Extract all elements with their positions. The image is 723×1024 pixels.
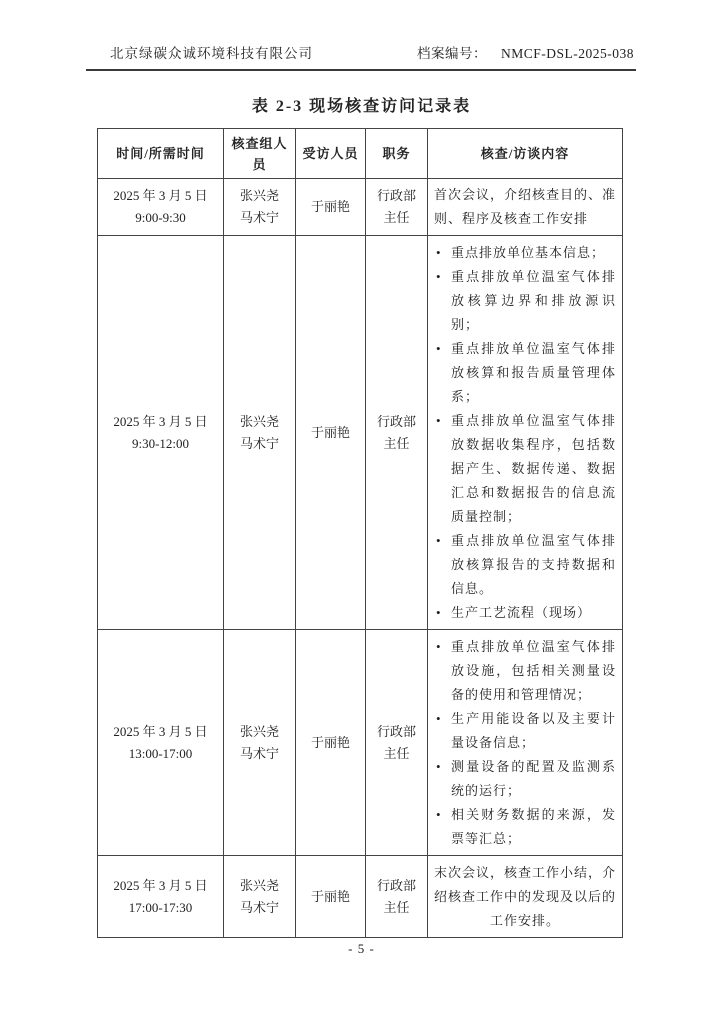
interviewee-cell: 于丽艳 (296, 236, 366, 630)
position-text: 主任 (383, 435, 410, 451)
position-text: 行政部 (376, 188, 416, 203)
bullet-item (434, 803, 616, 851)
content-cell: 末次会议，核查工作小结，介绍核查工作中的发现及以后的工作安排。 (428, 856, 623, 938)
verifiers-cell (224, 179, 296, 236)
time-cell (98, 630, 224, 856)
bullet-icon: • (436, 413, 441, 428)
table-row (98, 236, 623, 630)
col-header-time: 时间/所需时间 (98, 129, 224, 179)
verifier-name: 张兴尧 (239, 413, 279, 429)
position-cell (366, 630, 428, 856)
bullet-item (434, 265, 616, 337)
col-header-interviewee: 受访人员 (296, 129, 366, 179)
time-text: 9:30-12:00 (131, 435, 190, 451)
bullet-icon: • (436, 341, 441, 356)
time-text: 13:00-17:00 (128, 745, 193, 761)
verifiers-cell (224, 236, 296, 630)
col-header-verifiers: 核查组人员 (224, 129, 296, 179)
bullet-item (434, 601, 616, 625)
bullet-icon: • (436, 269, 441, 284)
position-cell (366, 179, 428, 236)
verifier-name: 马术宁 (239, 435, 279, 451)
bullet-text: 重点排放单位温室气体排放核算和报告质量管理体系； (451, 341, 616, 404)
bullet-text: 重点排放单位温室气体排放数据收集程序，包括数据产生、数据传递、数据汇总和数据报告的信息流质量控制； (451, 413, 616, 524)
col-header-position: 职务 (366, 129, 428, 179)
position-text: 主任 (383, 745, 410, 761)
date-text: 2025 年 3 月 5 日 (113, 188, 208, 203)
bullet-text: 重点排放单位温室气体排放设施，包括相关测量设备的使用和管理情况； (451, 639, 616, 702)
position-text: 行政部 (376, 723, 416, 739)
bullet-text: 重点排放单位基本信息； (451, 245, 606, 260)
time-text: 9:00-9:30 (135, 210, 186, 225)
bullet-item (434, 529, 616, 601)
verifiers-cell (224, 630, 296, 856)
position-text: 主任 (383, 899, 410, 915)
bullet-icon: • (436, 605, 441, 620)
bullet-icon: • (436, 639, 441, 654)
archive-label: 档案编号： (416, 46, 487, 61)
verifiers-cell (224, 856, 296, 938)
archive-number (417, 42, 636, 62)
bullet-item (434, 337, 616, 409)
table-row (98, 179, 623, 236)
inspection-record-table (97, 128, 623, 938)
bullet-item (434, 755, 616, 803)
date-text: 2025 年 3 月 5 日 (113, 413, 208, 429)
verifier-name: 马术宁 (239, 210, 279, 225)
time-cell (98, 856, 224, 938)
time-cell (98, 179, 224, 236)
position-text: 主任 (383, 210, 410, 225)
verifier-name: 马术宁 (239, 899, 279, 915)
bullet-text: 生产用能设备以及主要计量设备信息； (451, 711, 616, 750)
bullet-list (434, 241, 616, 625)
table-title: 表 2-3 现场核查访问记录表 (251, 98, 472, 115)
bullet-text: 生产工艺流程（现场） (451, 605, 592, 620)
page-header (86, 42, 636, 71)
position-text: 行政部 (376, 877, 416, 893)
time-text: 17:00-17:30 (128, 899, 193, 915)
position-cell (366, 856, 428, 938)
date-text: 2025 年 3 月 5 日 (113, 723, 208, 739)
date-text: 2025 年 3 月 5 日 (113, 877, 208, 893)
bullet-item (434, 707, 616, 755)
archive-value: NMCF-DSL-2025-038 (500, 46, 634, 61)
table-row (98, 630, 623, 856)
position-cell (366, 236, 428, 630)
interviewee-cell: 于丽艳 (296, 856, 366, 938)
bullet-icon: • (436, 807, 441, 822)
bullet-text: 测量设备的配置及监测系统的运行； (451, 759, 616, 798)
content-cell: 首次会议，介绍核查目的、准则、程序及核查工作安排 (428, 179, 623, 236)
verifier-name: 张兴尧 (239, 877, 279, 893)
bullet-icon: • (436, 759, 441, 774)
bullet-list (434, 635, 616, 851)
content-cell (428, 236, 623, 630)
verifier-name: 张兴尧 (239, 723, 279, 739)
interviewee-cell: 于丽艳 (296, 630, 366, 856)
bullet-icon: • (436, 533, 441, 548)
verifier-name: 马术宁 (239, 745, 279, 761)
bullet-text: 重点排放单位温室气体排放核算报告的支持数据和信息。 (451, 533, 616, 596)
content-cell (428, 630, 623, 856)
bullet-item (434, 241, 616, 265)
bullet-icon: • (436, 245, 441, 260)
table-row (98, 856, 623, 938)
page-number: - 5 - (348, 941, 375, 956)
interviewee-cell: 于丽艳 (296, 179, 366, 236)
company-name: 北京绿碳众诚环境科技有限公司 (110, 46, 313, 61)
position-text: 行政部 (376, 413, 416, 429)
table-header-row (98, 129, 623, 179)
bullet-text: 相关财务数据的来源，发票等汇总； (451, 807, 616, 846)
col-header-content: 核查/访谈内容 (428, 129, 623, 179)
time-cell (98, 236, 224, 630)
bullet-item (434, 409, 616, 529)
bullet-text: 重点排放单位温室气体排放核算边界和排放源识别； (451, 269, 616, 332)
bullet-item (434, 635, 616, 707)
bullet-icon: • (436, 711, 441, 726)
verifier-name: 张兴尧 (239, 188, 279, 203)
